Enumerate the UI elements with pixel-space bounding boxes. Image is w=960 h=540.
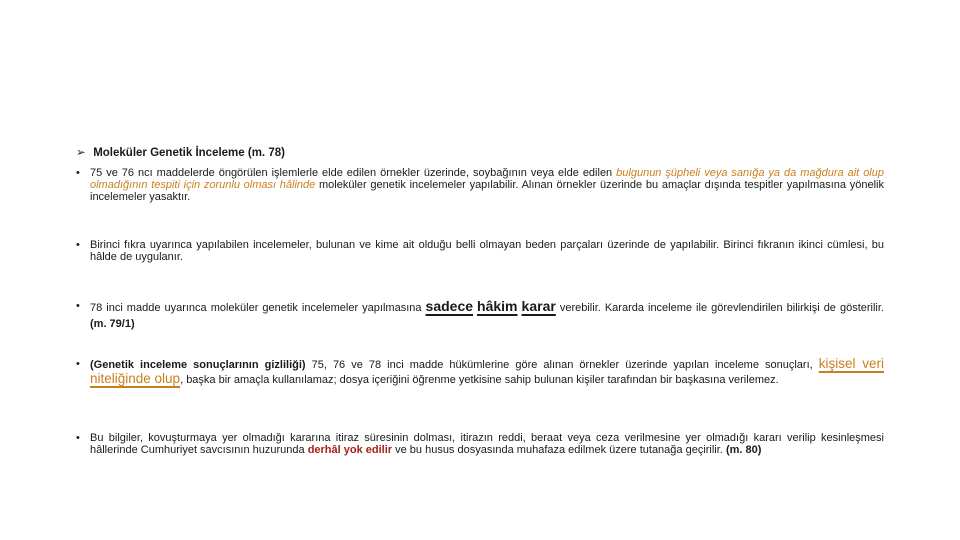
- bullet-dot-icon: •: [76, 239, 80, 251]
- bullet-item-3: [76, 298, 884, 332]
- bullet-item-4: [76, 357, 884, 387]
- text-segment: 75, 76 ve 78 inci madde hükümlerine göre alınan örnekler üzerinde yapılan inceleme sonuçları,: [305, 359, 819, 371]
- red-emphasis-text: derhâl yok edilir: [307, 444, 393, 456]
- highlighted-text: kişisel veri niteliğinde olup: [90, 356, 884, 386]
- emphasis-text: hâkim: [477, 298, 518, 314]
- arrow-bullet-icon: ➢: [76, 147, 86, 159]
- emphasis-text: karar: [521, 298, 556, 314]
- bullet-dot-icon: •: [76, 300, 80, 312]
- text-segment: , başka bir amaçla kullanılamaz; dosya içeriğini öğrenme yetkisine sahip bulunan kişiler tarafından bir başkasına verilemez.: [180, 374, 779, 386]
- heading-title: Moleküler Genetik İnceleme (m. 78): [93, 147, 285, 159]
- text-segment: moleküler genetik incelemeler yapılabilir. Alınan örnekler üzerinde bu amaçlar dışında tespitler yapılmasına yönelik incelemeler yasaktır.: [90, 179, 884, 203]
- highlighted-text: bulgunun şüpheli veya sanığa ya da mağdura ait olup olmadığının tespiti için zorunlu olması hâlinde: [90, 167, 884, 191]
- bullet-text: [90, 239, 884, 263]
- text-segment: ve bu husus dosyasında muhafaza edilmek üzere tutanağa geçirilir.: [392, 444, 726, 456]
- bullet-item-5: [76, 432, 884, 456]
- bullet-item-1: [76, 167, 884, 203]
- emphasis-text: sadece: [425, 298, 474, 314]
- text-segment: verebilir. Kararda inceleme ile görevlendirilen bilirkişi de gösterilir.: [555, 302, 884, 314]
- bold-text: (Genetik inceleme sonuçlarının gizliliği): [90, 359, 306, 371]
- text-segment: Bu bilgiler, kovuşturmaya yer olmadığı kararına itiraz süresinin dolması, itirazın reddi, beraat veya ceza verilmesine yer olmadığı kararı verilip kesinleşmesi hâllerinde Cumhuriyet savcısının huzurunda: [90, 432, 884, 456]
- article-reference: (m. 79/1): [90, 318, 135, 330]
- bullet-dot-icon: •: [76, 358, 80, 370]
- text-segment: Birinci fıkra uyarınca yapılabilen incelemeler, bulunan ve kime ait olduğu belli olmayan beden parçaları üzerinde de yapılabilir. Birinci fıkranın ikinci cümlesi, bu hâlde de uygulanır.: [90, 239, 884, 263]
- bullet-text: [90, 357, 884, 387]
- bullet-item-2: [76, 239, 884, 263]
- article-reference: (m. 80): [725, 444, 762, 456]
- bullet-dot-icon: •: [76, 167, 80, 179]
- bullet-dot-icon: •: [76, 432, 80, 444]
- bullet-text: [90, 432, 884, 456]
- text-segment: 75 ve 76 ncı maddelerde öngörülen işlemlerle elde edilen örnekler üzerinde, soybağının veya elde edilen: [90, 167, 617, 179]
- bullet-text: [90, 167, 884, 203]
- text-segment: 78 inci madde uyarınca moleküler genetik incelemeler yapılmasına: [90, 302, 426, 314]
- section-heading: [76, 145, 876, 161]
- bullet-text: [90, 298, 884, 332]
